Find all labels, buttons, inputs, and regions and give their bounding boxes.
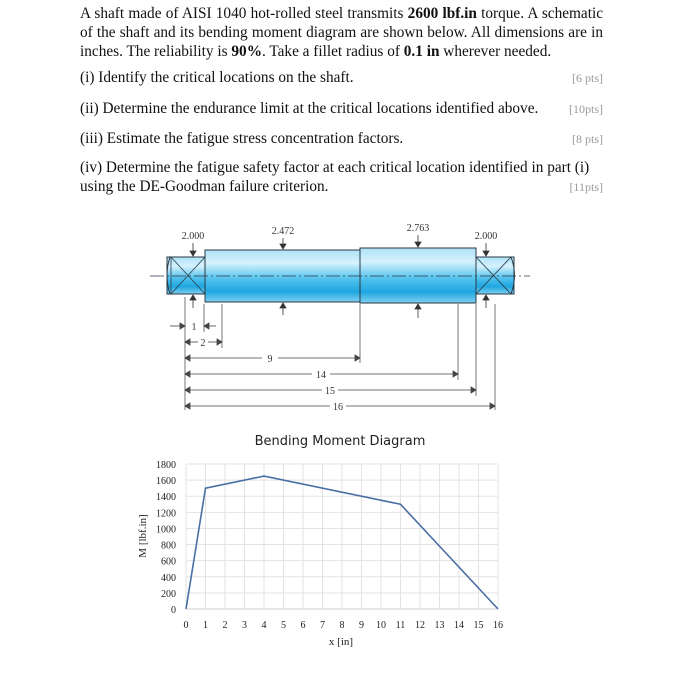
x-tick-label: 4: [261, 620, 267, 631]
y-tick-label: 1400: [156, 492, 176, 504]
intro-text-2: torque. A schematic of the shaft and its bending moment diagram are shown below. All dimensions are in inches. The reliability is: [80, 5, 603, 60]
x-tick-label: 14: [454, 620, 464, 631]
y-tick-label: 200: [161, 588, 176, 600]
dim-label-1: 1: [191, 322, 197, 333]
x-tick-label: 6: [300, 620, 306, 631]
x-tick-label: 5: [281, 620, 286, 631]
reliability-value: 90%: [231, 43, 262, 60]
y-axis-label: M [lbf.in]: [137, 514, 149, 558]
x-axis-ticks: [184, 620, 504, 631]
part-ii-points: [10pts]: [569, 102, 603, 116]
x-tick-label: 1: [203, 620, 208, 631]
dim-label-9: 9: [267, 354, 273, 365]
x-axis-label: x [in]: [328, 636, 354, 648]
x-tick-label: 11: [395, 620, 406, 631]
fillet-radius-value: 0.1 in: [403, 43, 440, 60]
diameter-label-2472: 2.472: [271, 226, 295, 237]
y-tick-label: 400: [161, 572, 176, 584]
part-iv-label-line2: using the DE-Goodman failure criterion.: [80, 178, 329, 195]
x-tick-label: 10: [376, 620, 386, 631]
chart-grid: [186, 464, 498, 609]
y-tick-label: 1000: [156, 524, 176, 536]
intro-text-4: wherever needed.: [439, 43, 552, 60]
part-i-label: (i) Identify the critical locations on the shaft.: [80, 69, 354, 86]
x-tick-label: 9: [359, 620, 364, 631]
chart-title: Bending Moment Diagram: [254, 434, 426, 449]
x-tick-label: 12: [415, 620, 425, 631]
y-tick-label: 600: [161, 556, 176, 568]
y-tick-label: 0: [171, 605, 176, 616]
x-tick-label: 0: [183, 620, 189, 631]
diameter-label-right: 2.000: [474, 231, 498, 242]
part-iii-points: [8 pts]: [572, 132, 603, 146]
extension-lines: [185, 297, 495, 410]
torque-value: 2600 lbf.in: [407, 5, 477, 22]
x-tick-label: 16: [493, 620, 503, 631]
bending-moment-chart: [0, 420, 681, 700]
dim-label-15: 15: [325, 386, 335, 397]
x-tick-label: 3: [242, 620, 247, 631]
x-tick-label: 13: [434, 620, 445, 631]
dim-label-2: 2: [200, 338, 206, 349]
diameter-label-2763: 2.763: [406, 223, 430, 234]
diameter-label-left: 2.000: [181, 231, 205, 242]
right-bearing: [476, 257, 515, 294]
part-i-points: [6 pts]: [572, 71, 603, 85]
y-tick-label: 1800: [156, 460, 176, 471]
x-tick-label: 2: [222, 620, 228, 631]
part-iv-points: [11pts]: [569, 180, 603, 194]
y-axis-ticks: [156, 460, 176, 616]
intro-text-3: . Take a fillet radius of: [261, 43, 404, 60]
y-tick-label: 1200: [156, 508, 176, 520]
y-tick-label: 1600: [156, 476, 176, 488]
dim-label-14: 14: [316, 370, 326, 381]
x-tick-label: 8: [339, 620, 345, 631]
y-tick-label: 800: [161, 540, 176, 552]
x-tick-label: 7: [320, 620, 325, 631]
shaft-section-2763: [360, 248, 476, 303]
part-iii-label: (iii) Estimate the fatigue stress concentration factors.: [80, 130, 404, 147]
intro-text-1: A shaft made of AISI 1040 hot-rolled steel transmits: [80, 5, 408, 22]
part-iv-label-line1: (iv) Determine the fatigue safety factor at each critical location identified in part (i): [80, 159, 590, 176]
left-bearing: [167, 257, 205, 294]
dim-label-16: 16: [333, 402, 343, 413]
part-ii-label: (ii) Determine the endurance limit at the critical locations identified above.: [80, 100, 539, 117]
x-tick-label: 15: [473, 620, 484, 631]
